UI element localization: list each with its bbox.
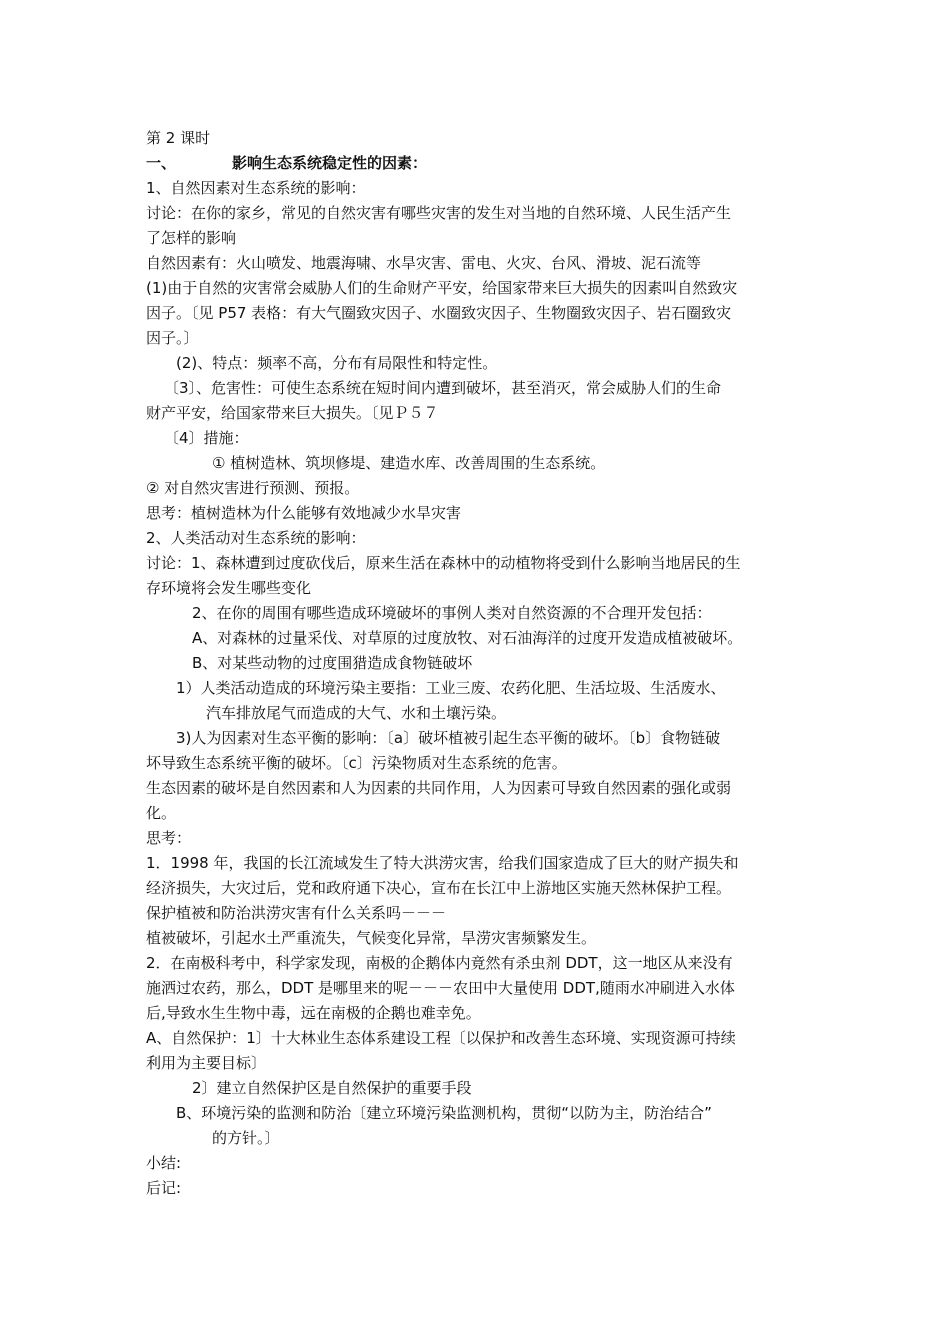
text-line: ① 植树造林、筑坝修堤、建造水库、改善周围的生态系统。 [212,454,606,472]
text-line: 2、在你的周围有哪些造成环境破坏的事例人类对自然资源的不合理开发包括： [192,604,712,622]
postscript-label: 后记: [146,1179,182,1197]
text-line: 后,导致水生生物中毒，远在南极的企鹅也难幸免。 [146,1004,481,1022]
text-line: 2〕建立自然保护区是自然保护的重要手段 [192,1079,472,1097]
text-line: 财产平安，给国家带来巨大损失。〔见Ｐ５７ [146,404,439,422]
text-line: 坏导致生态系统平衡的破坏。〔c〕污染物质对生态系统的危害。 [146,754,567,772]
text-line: 了怎样的影响 [146,229,237,247]
text-line: 思考：植树造林为什么能够有效地减少水旱灾害 [146,504,462,522]
text-line: 生态因素的破坏是自然因素和人为因素的共同作用，人为因素可导致自然因素的强化或弱 [146,779,732,797]
text-line: (1)由于自然的灾害常会威胁人们的生命财产平安，给国家带来巨大损失的因素叫自然致灾 [146,279,738,297]
text-line: 施洒过农药，那么，DDT 是哪里来的呢－－－农田中大量使用 DDT,随雨水冲刷进入水体 [146,979,735,997]
text-line: 因子。〕 [146,329,199,347]
section-number: 一、 [146,154,177,172]
text-line: 〔3〕、危害性：可使生态系统在短时间内遭到破坏，甚至消灭，常会威胁人们的生命 [164,379,722,397]
text-line: 讨论：1、森林遭到过度砍伐后，原来生活在森林中的动植物将受到什么影响当地居民的生 [146,554,741,572]
text-line: 1、自然因素对生态系统的影响： [146,179,366,197]
text-line: A、对森林的过量采伐、对草原的过度放牧、对石油海洋的过度开发造成植被破坏。 [192,629,743,647]
text-line: 利用为主要目标〕 [146,1054,267,1072]
text-line: A、自然保护：1〕十大林业生态体系建设工程〔以保护和改善生态环境、实现资源可持续 [146,1029,736,1047]
text-line: 〔4〕措施： [164,429,249,447]
text-line: 自然因素有：火山喷发、地震海啸、水旱灾害、雷电、火灾、台风、滑坡、泥石流等 [146,254,702,272]
text-line: 经济损失，大灾过后，党和政府通下决心，宣布在长江中上游地区实施天然林保护工程。 [146,879,732,897]
summary-label: 小结: [146,1154,182,1172]
text-line: 存环境将会发生哪些变化 [146,579,312,597]
text-line: 1．1998 年，我国的长江流域发生了特大洪涝灾害，给我们国家造成了巨大的财产损失和 [146,854,739,872]
text-line: 植被破坏，引起水土严重流失，气候变化异常，旱涝灾害频繁发生。 [146,929,597,947]
text-line: ② 对自然灾害进行预测、预报。 [146,479,360,497]
section-title-text: 影响生态系统稳定性的因素： [232,154,428,172]
text-line: 2．在南极科考中，科学家发现，南极的企鹅体内竟然有杀虫剂 DDT，这一地区从来没有 [146,954,733,972]
text-line: (2)、特点：频率不高，分布有局限性和特定性。 [176,354,498,372]
text-line: 讨论：在你的家乡，常见的自然灾害有哪些灾害的发生对当地的自然环境、人民生活产生 [146,204,732,222]
text-line: 3)人为因素对生态平衡的影响：〔a〕破坏植被引起生态平衡的破坏。〔b〕食物链破 [176,729,721,747]
text-line: 汽车排放尾气而造成的大气、水和土壤污染。 [206,704,507,722]
lesson-heading: 第 2 课时 [146,129,211,147]
text-line: 的方针。〕 [212,1129,280,1147]
section-title [146,153,427,173]
text-line: B、对某些动物的过度围猎造成食物链破坏 [192,654,473,672]
text-line: B、环境污染的监测和防治〔建立环境污染监测机构，贯彻“以防为主，防治结合” [176,1104,712,1122]
text-line: 2、人类活动对生态系统的影响： [146,529,366,547]
text-line: 1）人类活动造成的环境污染主要指：工业三废、农药化肥、生活垃圾、生活废水、 [176,679,726,697]
text-line: 化。 [146,804,177,822]
text-line: 因子。〔见 P57 表格：有大气圈致灾因子、水圈致灾因子、生物圈致灾因子、岩石圈致灾 [146,304,732,322]
text-line: 保护植被和防治洪涝灾害有什么关系吗－－－ [146,904,447,922]
text-line: 思考： [146,829,192,847]
